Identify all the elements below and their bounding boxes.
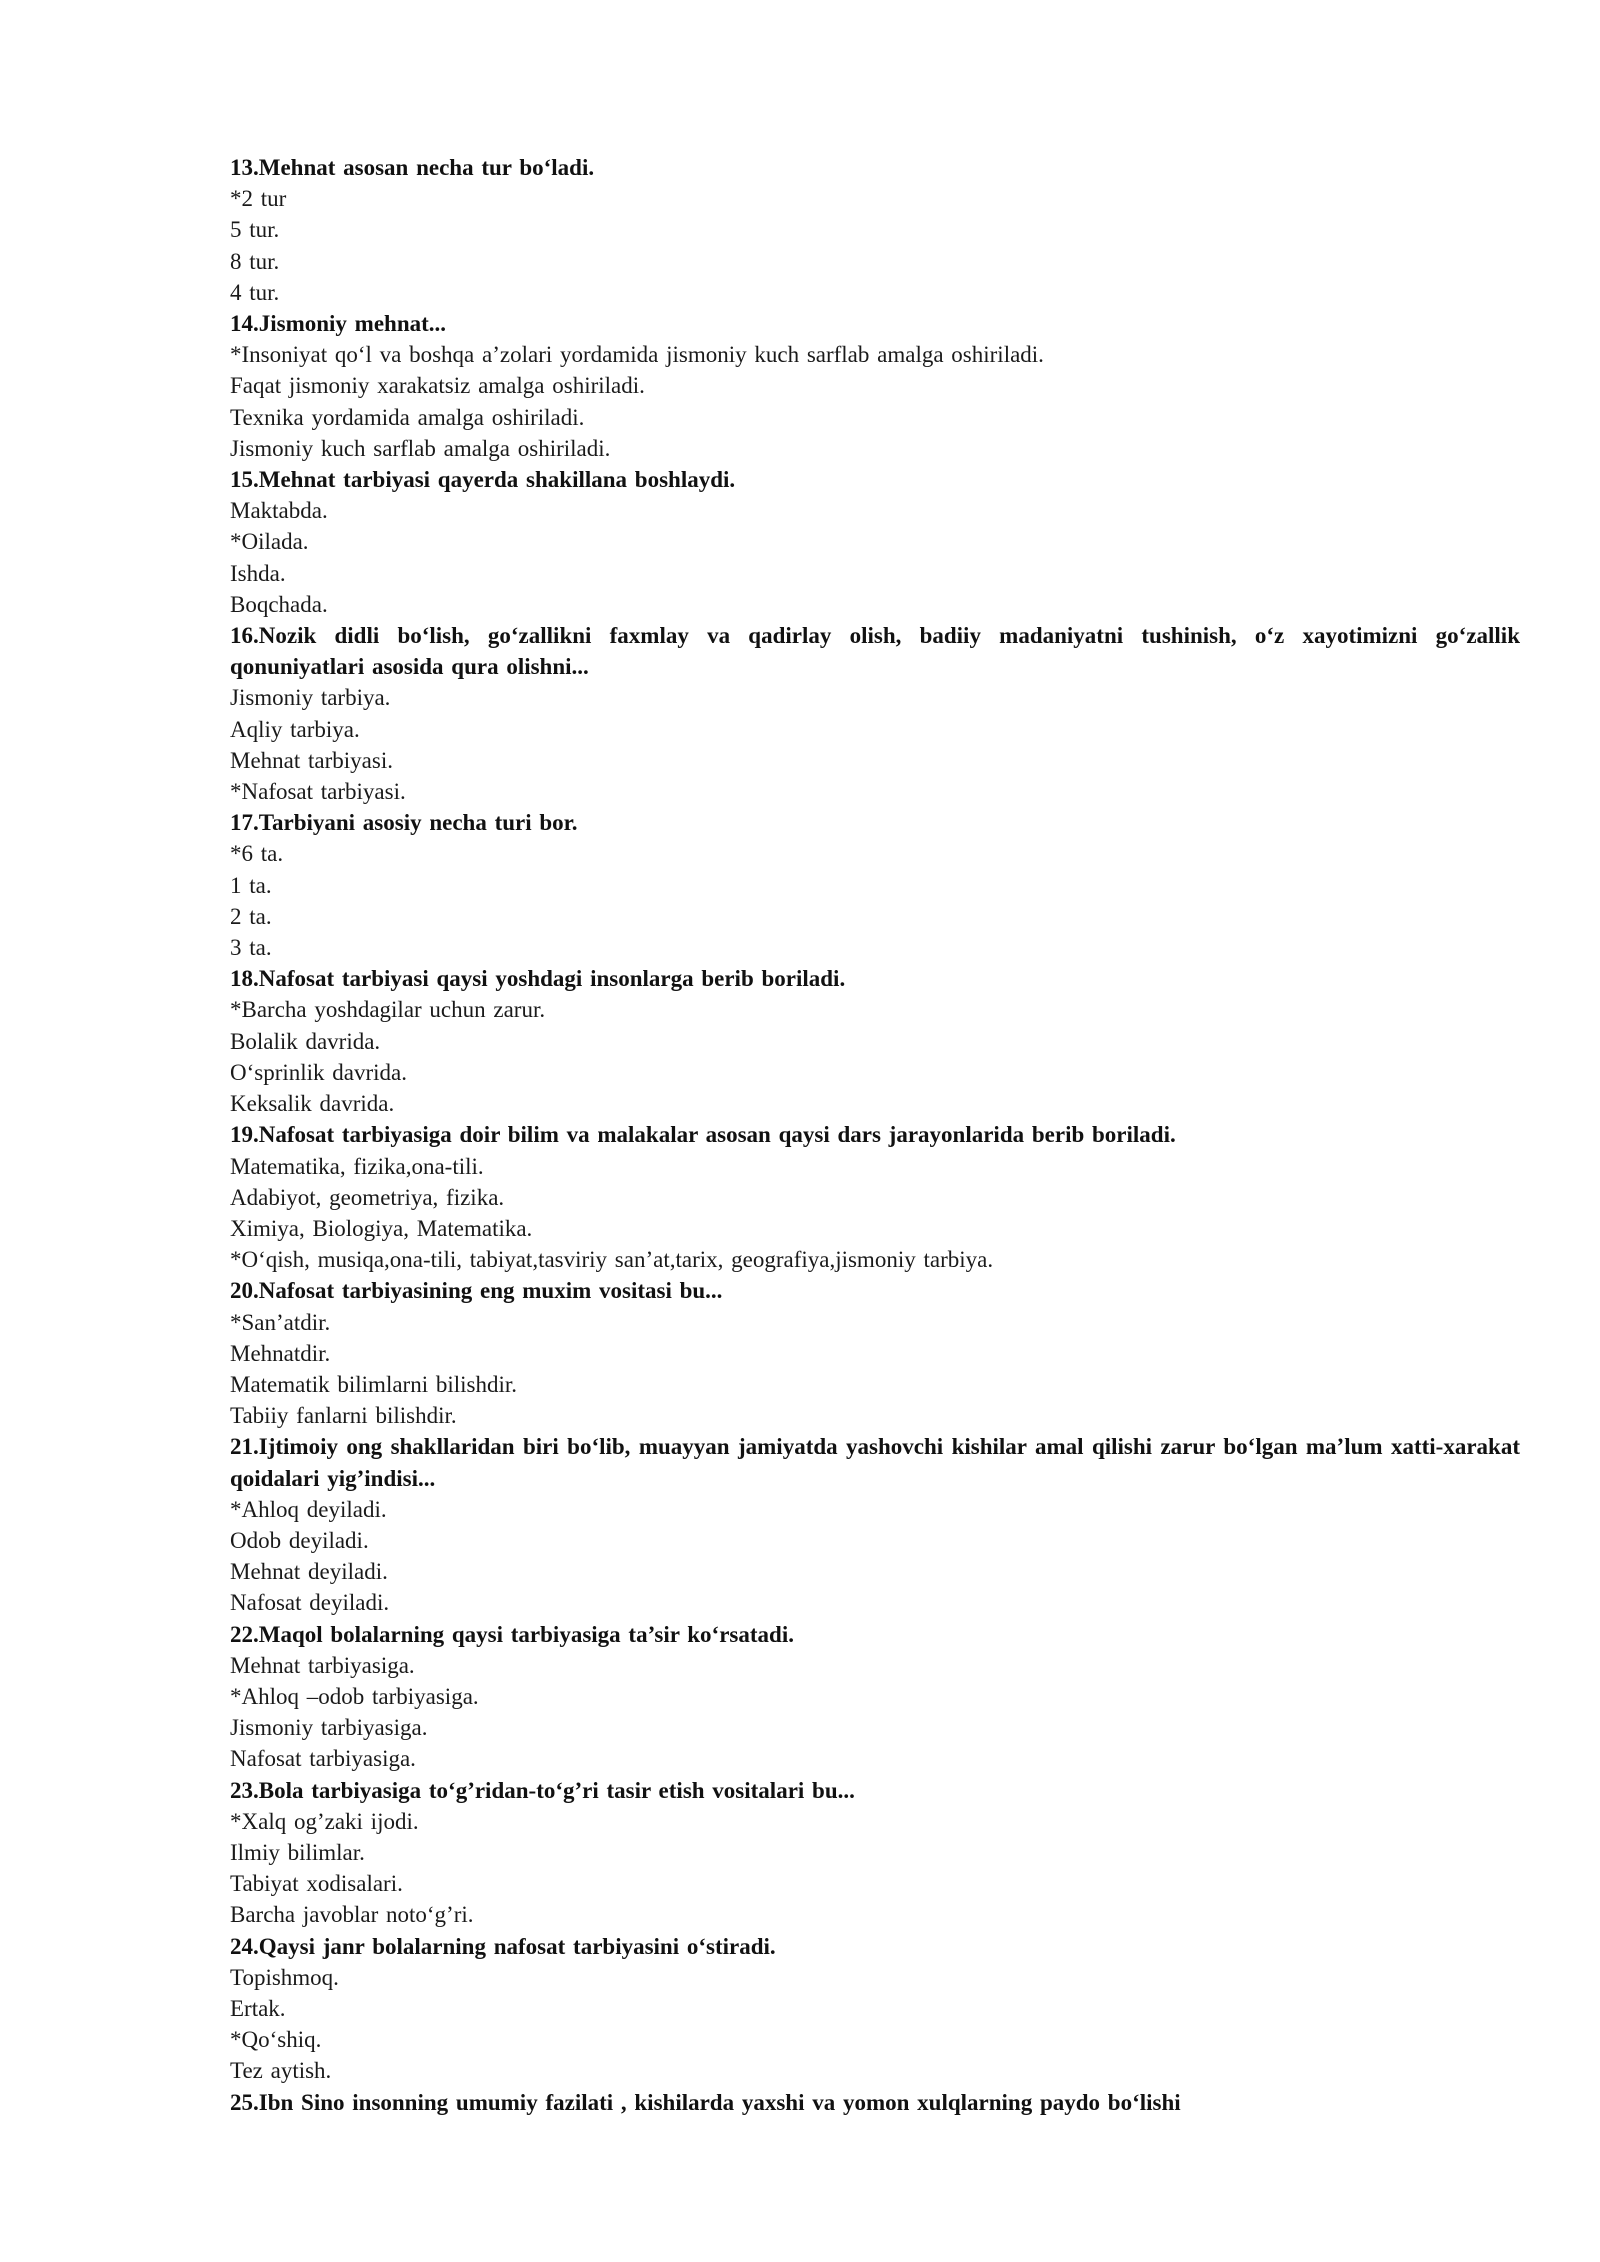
question-block bbox=[230, 1275, 1520, 1431]
question-block bbox=[230, 1619, 1520, 1775]
answer-option: Adabiyot, geometriya, fizika. bbox=[230, 1184, 505, 1210]
answer-option: Tabiiy fanlarni bilishdir. bbox=[230, 1403, 457, 1429]
question-block bbox=[230, 807, 1520, 963]
answer-option: Mehnat deyiladi. bbox=[230, 1559, 388, 1585]
answer-option-correct: *Ahloq –odob tarbiyasiga. bbox=[230, 1683, 479, 1709]
answer-option-correct: *O‘qish, musiqa,ona-tili, tabiyat,tasviriy san’at,tarix, geografiya,jismoniy tarbiya. bbox=[230, 1247, 994, 1273]
answer-option: Topishmoq. bbox=[230, 1964, 339, 1990]
answer-option: Tez aytish. bbox=[230, 2058, 332, 2084]
question-block bbox=[230, 464, 1520, 620]
answer-option: Ertak. bbox=[230, 1995, 286, 2021]
answer-option: Nafosat tarbiyasiga. bbox=[230, 1746, 416, 1772]
question-text: 17.Tarbiyani asosiy necha turi bor. bbox=[230, 810, 578, 836]
answer-option: Keksalik davrida. bbox=[230, 1091, 395, 1117]
answer-option-correct: *2 tur bbox=[230, 186, 287, 212]
answer-option: Ilmiy bilimlar. bbox=[230, 1839, 365, 1865]
answer-option: Mehnat tarbiyasiga. bbox=[230, 1652, 415, 1678]
answer-option-correct: *San’atdir. bbox=[230, 1309, 331, 1335]
answer-option: Maktabda. bbox=[230, 498, 328, 524]
question-text: 15.Mehnat tarbiyasi qayerda shakillana boshlaydi. bbox=[230, 467, 736, 493]
answer-option: Odob deyiladi. bbox=[230, 1527, 369, 1553]
question-block bbox=[230, 308, 1520, 464]
answer-option-correct: *Insoniyat qo‘l va boshqa a’zolari yordamida jismoniy kuch sarflab amalga oshiriladi. bbox=[230, 342, 1044, 368]
answer-option: Matematika, fizika,ona-tili. bbox=[230, 1153, 484, 1179]
answer-option-correct: *Ahloq deyiladi. bbox=[230, 1496, 387, 1522]
answer-option: Jismoniy tarbiya. bbox=[230, 685, 391, 711]
answer-option-correct: *Barcha yoshdagilar uchun zarur. bbox=[230, 997, 546, 1023]
question-text: 22.Maqol bolalarning qaysi tarbiyasiga ta’sir ko‘rsatadi. bbox=[230, 1621, 794, 1647]
question-block bbox=[230, 152, 1520, 308]
question-block bbox=[230, 1119, 1520, 1275]
question-block bbox=[230, 2087, 1520, 2118]
answer-option: 1 ta. bbox=[230, 872, 272, 898]
answer-option: Jismoniy kuch sarflab amalga oshiriladi. bbox=[230, 435, 611, 461]
answer-option: 8 tur. bbox=[230, 248, 280, 274]
question-block bbox=[230, 1931, 1520, 2087]
document-page bbox=[230, 152, 1520, 2118]
answer-option: 5 tur. bbox=[230, 217, 280, 243]
answer-option: Tabiyat xodisalari. bbox=[230, 1871, 403, 1897]
answer-option: Matematik bilimlarni bilishdir. bbox=[230, 1371, 517, 1397]
answer-option: Texnika yordamida amalga oshiriladi. bbox=[230, 404, 585, 430]
question-block bbox=[230, 963, 1520, 1119]
question-text: 24.Qaysi janr bolalarning nafosat tarbiyasini o‘stiradi. bbox=[230, 1933, 776, 1959]
answer-option-correct: *Nafosat tarbiyasi. bbox=[230, 779, 406, 805]
answer-option: 3 ta. bbox=[230, 935, 272, 961]
answer-option: Nafosat deyiladi. bbox=[230, 1590, 390, 1616]
answer-option-correct: *6 ta. bbox=[230, 841, 284, 867]
answer-option: Boqchada. bbox=[230, 591, 328, 617]
answer-option: Barcha javoblar noto‘g’ri. bbox=[230, 1902, 474, 1928]
answer-option: 2 ta. bbox=[230, 903, 272, 929]
answer-option: Aqliy tarbiya. bbox=[230, 716, 360, 742]
answer-option: Faqat jismoniy xarakatsiz amalga oshiriladi. bbox=[230, 373, 645, 399]
question-text: 25.Ibn Sino insonning umumiy fazilati , kishilarda yaxshi va yomon xulqlarning paydo bo‘lishi bbox=[230, 2089, 1181, 2115]
question-text: 16.Nozik didli bo‘lish, go‘zallikni faxmlay va qadirlay olish, badiiy madaniyatni tushinish, o‘z xayotimizni go‘zallik qonuniyatlari asosida qura olishni... bbox=[230, 623, 1520, 680]
answer-option: Jismoniy tarbiyasiga. bbox=[230, 1715, 428, 1741]
question-block bbox=[230, 620, 1520, 807]
answer-option: Mehnatdir. bbox=[230, 1340, 331, 1366]
question-text: 14.Jismoniy mehnat... bbox=[230, 311, 447, 337]
question-block bbox=[230, 1775, 1520, 1931]
question-text: 20.Nafosat tarbiyasining eng muxim vositasi bu... bbox=[230, 1278, 723, 1304]
question-text: 19.Nafosat tarbiyasiga doir bilim va malakalar asosan qaysi dars jarayonlarida berib boriladi. bbox=[230, 1122, 1176, 1148]
answer-option: Ishda. bbox=[230, 560, 286, 586]
answer-option: Bolalik davrida. bbox=[230, 1028, 381, 1054]
question-text: 21.Ijtimoiy ong shakllaridan biri bo‘lib, muayyan jamiyatda yashovchi kishilar amal qilishi zarur bo‘lgan ma’lum xatti-xarakat qoidalari yig’indisi... bbox=[230, 1434, 1520, 1491]
answer-option: O‘sprinlik davrida. bbox=[230, 1059, 408, 1085]
answer-option-correct: *Qo‘shiq. bbox=[230, 2027, 322, 2053]
answer-option-correct: *Xalq og’zaki ijodi. bbox=[230, 1808, 419, 1834]
question-text: 23.Bola tarbiyasiga to‘g’ridan-to‘g’ri tasir etish vositalari bu... bbox=[230, 1777, 855, 1803]
answer-option-correct: *Oilada. bbox=[230, 529, 309, 555]
question-block bbox=[230, 1431, 1520, 1618]
question-text: 18.Nafosat tarbiyasi qaysi yoshdagi insonlarga berib boriladi. bbox=[230, 966, 846, 992]
answer-option: 4 tur. bbox=[230, 279, 280, 305]
answer-option: Mehnat tarbiyasi. bbox=[230, 747, 393, 773]
question-text: 13.Mehnat asosan necha tur bo‘ladi. bbox=[230, 155, 595, 180]
answer-option: Ximiya, Biologiya, Matematika. bbox=[230, 1215, 533, 1241]
